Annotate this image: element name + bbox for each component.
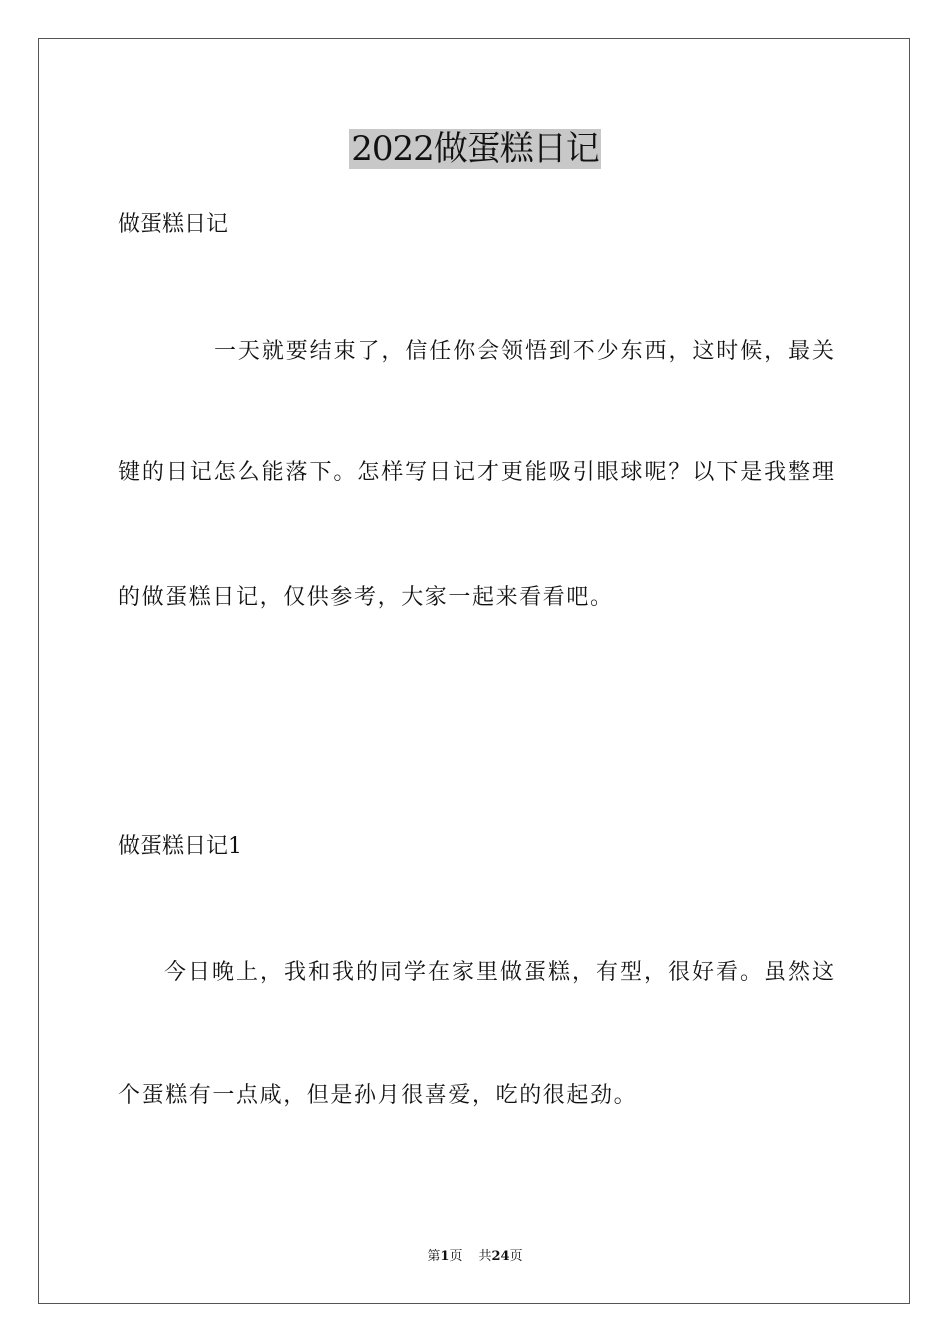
section-paragraph-line-2: 个蛋糕有一点咸，但是孙月很喜爱，吃的很起劲。: [118, 1083, 638, 1108]
footer-page-number: 1: [440, 1249, 450, 1264]
footer-total-suffix: 页: [509, 1249, 523, 1264]
footer-total-prefix: 共: [478, 1249, 492, 1264]
intro-paragraph-line-1: 一天就要结束了，信任你会领悟到不少东西，这时候，最关: [214, 339, 834, 364]
section-heading: 做蛋糕日记1: [118, 834, 242, 859]
page-footer: [0, 1248, 950, 1266]
document-title: [0, 127, 950, 171]
intro-paragraph-line-2: 键的日记怎么能落下。怎样写日记才更能吸引眼球呢？以下是我整理: [118, 460, 834, 485]
footer-page-prefix: 第: [427, 1249, 441, 1264]
section-paragraph-line-1: 今日晚上，我和我的同学在家里做蛋糕，有型，很好看。虽然这: [164, 960, 834, 985]
footer-total-pages: 24: [491, 1249, 510, 1264]
intro-paragraph-line-3: 的做蛋糕日记，仅供参考，大家一起来看看吧。: [118, 585, 614, 610]
document-title-text: 2022做蛋糕日记: [351, 129, 599, 169]
document-subtitle: 做蛋糕日记: [118, 212, 229, 237]
footer-page-suffix: 页: [449, 1249, 463, 1264]
